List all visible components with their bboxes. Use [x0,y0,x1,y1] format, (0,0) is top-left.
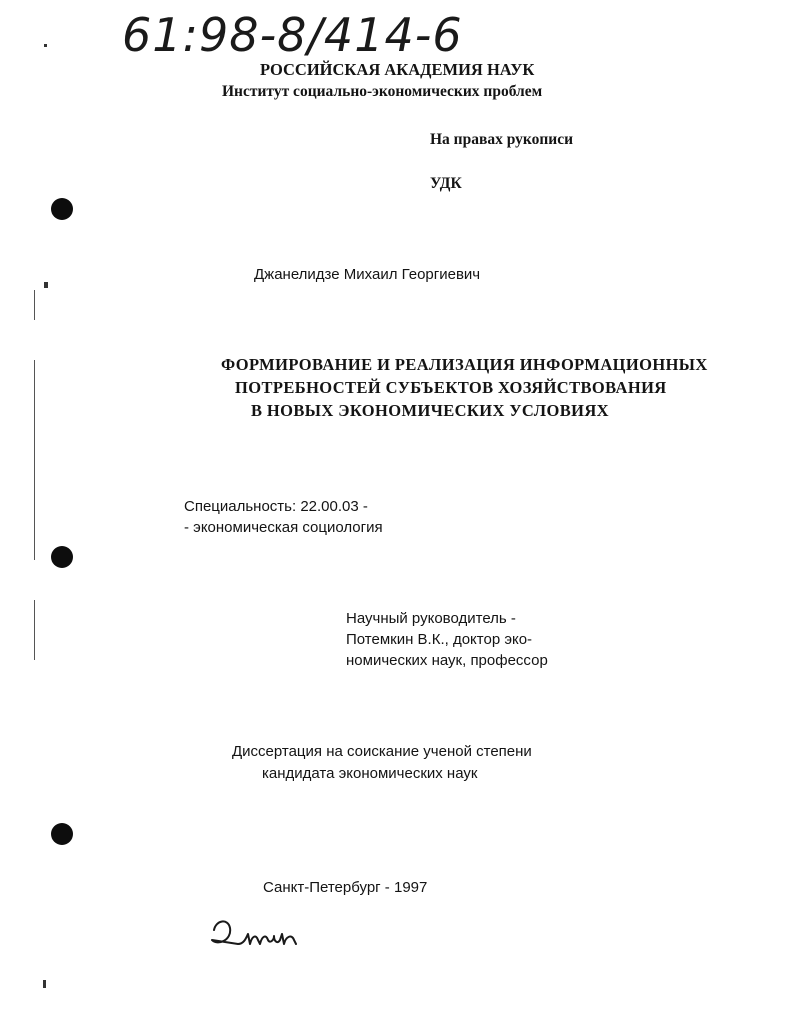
archive-code-handwritten: 61:98-8/414-6 [122,8,463,62]
author-name: Джанелидзе Михаил Георгиевич [254,266,481,283]
manuscript-rights: На правах рукописи [430,131,574,148]
scan-speck [43,980,46,988]
binding-edge-line [34,360,35,560]
institute-heading: Институт социально-экономических проблем [222,83,543,100]
specialty-name: - экономическая социология [184,519,383,536]
specialty-line: Специальность: 22.00.03 - [184,498,368,515]
degree-line: кандидата экономических наук [262,765,478,782]
udk-label: УДК [430,175,462,192]
binding-edge-line [34,290,35,320]
punch-hole [51,198,73,220]
thesis-title-line: ПОТРЕБНОСТЕЙ СУБЪЕКТОВ ХОЗЯЙСТВОВАНИЯ [235,378,667,397]
binding-edge-line [34,600,35,660]
advisor-name: Потемкин В.К., доктор эко- [346,631,533,648]
signature [208,910,318,960]
thesis-title-line: В НОВЫХ ЭКОНОМИЧЕСКИХ УСЛОВИЯХ [251,401,609,420]
place-year: Санкт-Петербург - 1997 [263,879,428,896]
punch-hole [51,546,73,568]
advisor-degree: номических наук, профессор [346,652,548,669]
thesis-title-line: ФОРМИРОВАНИЕ И РЕАЛИЗАЦИЯ ИНФОРМАЦИОННЫХ [221,355,708,374]
advisor-label: Научный руководитель - [346,610,516,627]
scan-speck [44,282,48,288]
punch-hole [51,823,73,845]
dissertation-line: Диссертация на соискание ученой степени [232,743,532,760]
academy-heading: РОССИЙСКАЯ АКАДЕМИЯ НАУК [260,60,535,79]
scan-speck [44,44,47,47]
